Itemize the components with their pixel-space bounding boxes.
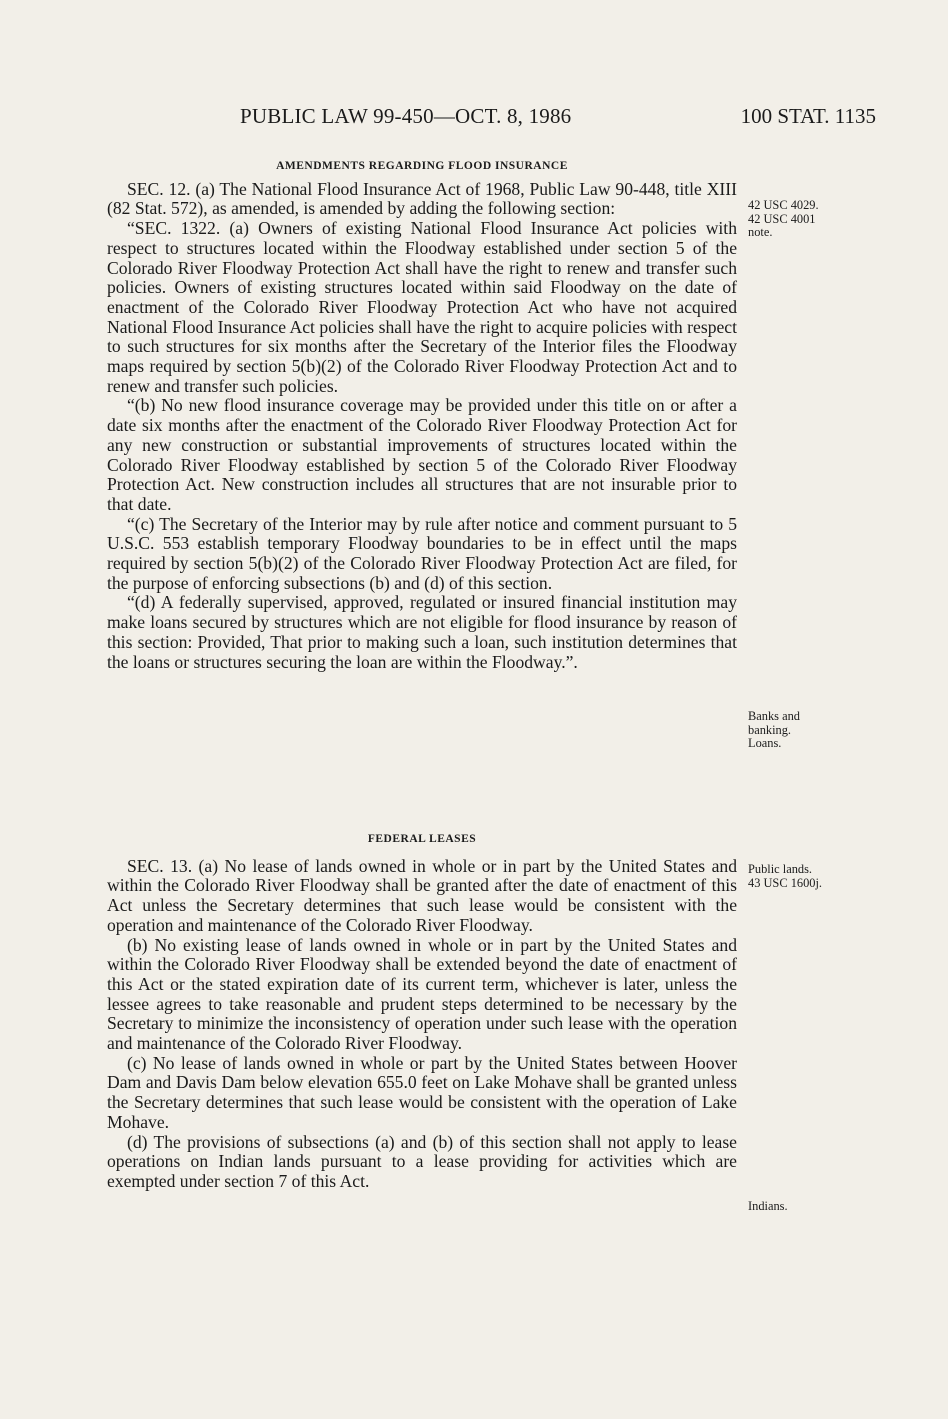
section-heading: FEDERAL LEASES (367, 833, 477, 845)
statute-page-number: 100 STAT. 1135 (740, 104, 876, 128)
paragraph-sec-1322-d: “(d) A federally supervised, approved, regulated or insured financial institution may make loans secured by structures which are not eligible for flood insurance by reason of this section: Provided, That prior to making such a loan, such institution determines that the loans or structures securing the loan are within the Floodway.”. (107, 592, 737, 672)
page-header (240, 104, 880, 136)
paragraph-sec-1322-c: “(c) The Secretary of the Interior may by rule after notice and comment pursuant to 5 U.S.C. 553 establish temporary Floodway boundaries to be in effect until the maps required by section 5(b)(2) of the Colorado River Floodway Protection Act are filed, for the purpose of enforcing subsections (b) and (d) of this section. (107, 513, 737, 593)
paragraph-sec-13-d: (d) The provisions of subsections (a) and (b) of this section shall not apply to lease operations on Indian lands pursuant to a lease providing for activities which are exempted under section 7 of this Act. (107, 1131, 737, 1191)
section-heading: AMENDMENTS REGARDING FLOOD INSURANCE (276, 160, 568, 172)
federal-leases-section (107, 830, 737, 1192)
paragraph-sec-13-b: (b) No existing lease of lands owned in whole or in part by the United States and within the Colorado River Floodway shall be extended beyond the date of enactment of this Act or the stated expiration date of its current term, whichever is later, unless the lessee agrees to take reasonable and prudent steps determined to be necessary by the Secretary to minimize the inconsistency of operation under such lease with the operation and maintenance of the Colorado River Floodway. (107, 934, 737, 1054)
paragraph-sec-12: SEC. 12. (a) The National Flood Insurance Act of 1968, Public Law 90-448, title XIII (82 Stat. 572), as amended, is amended by adding the following section: (107, 178, 737, 219)
margin-note-banks: Banks and banking. Loans. (748, 709, 800, 750)
paragraph-sec-13-a: SEC. 13. (a) No lease of lands owned in whole or in part by the United States and within the Colorado River Floodway shall be granted after the date of enactment of this Act unless the Secretary determines that such lease would be consistent with the operation and maintenance of the Colorado River Floodway. (107, 855, 737, 935)
paragraph-sec-13-c: (c) No lease of lands owned in whole or part by the United States between Hoover Dam and Davis Dam below elevation 655.0 feet on Lake Mohave shall be granted unless the Secretary determines that such lease would be consistent with the operation of Lake Mohave. (107, 1052, 737, 1132)
flood-insurance-section (107, 157, 737, 672)
public-law-title: PUBLIC LAW 99-450—OCT. 8, 1986 (240, 104, 572, 128)
margin-note-usc-4029: 42 USC 4029. 42 USC 4001 note. (748, 198, 819, 239)
paragraph-sec-1322-b: “(b) No new flood insurance coverage may be provided under this title on or after a date six months after the enactment of the Colorado River Floodway Protection Act for any new construction or substantial improvements of structures located within the Colorado River Floodway established by section 5 of the Colorado River Floodway Protection Act. New construction includes all structures that are not insurable prior to that date. (107, 395, 737, 514)
paragraph-sec-1322-a: “SEC. 1322. (a) Owners of existing National Flood Insurance Act policies with respect to structures located within the Floodway established under section 5 of the Colorado River Floodway Protection Act shall have the right to renew and transfer such policies. Owners of existing structures located within said Floodway on the date of enactment of the Colorado River Floodway Protection Act who have not acquired National Flood Insurance Act policies shall have the right to acquire policies with respect to such structures for six months after the Secretary of the Interior files the Floodway maps required by section 5(b)(2) of the Colorado River Floodway Protection Act and to renew and transfer such policies. (107, 218, 737, 396)
margin-note-indians: Indians. (748, 1199, 788, 1213)
margin-note-public-lands: Public lands. 43 USC 1600j. (748, 862, 823, 890)
